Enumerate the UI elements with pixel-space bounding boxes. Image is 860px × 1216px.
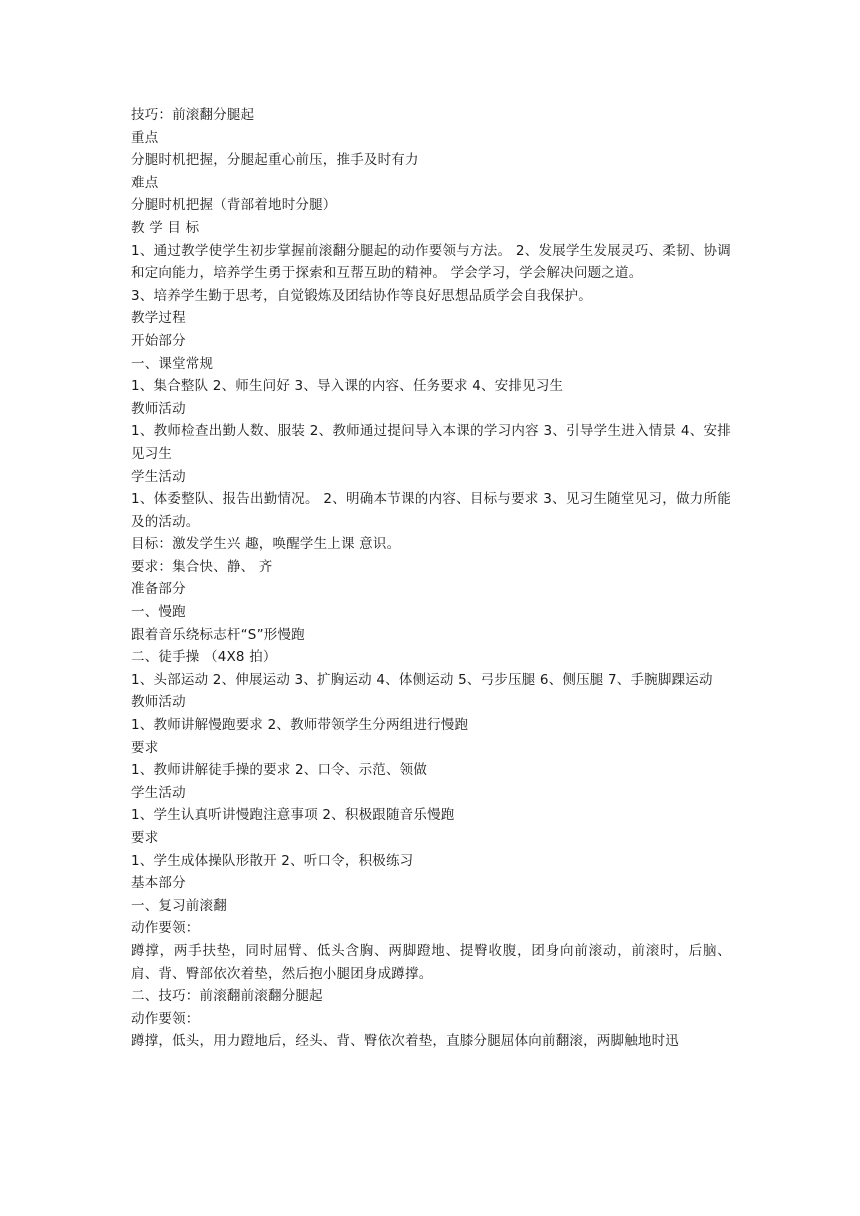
text-paragraph: 蹲撑，两手扶垫，同时屈臂、低头含胸、两脚蹬地、提臀收腹，团身向前滚动，前滚时，后脑、肩、背、臀部依次着垫，然后抱小腿团身成蹲撑。 — [131, 942, 731, 982]
text-line: 1、学生成体操队形散开 2、听口令，积极练习 — [131, 852, 414, 869]
text-line: 动作要领： — [131, 1010, 200, 1027]
text-line: 目标：激发学生兴 趣，唤醒学生上课 意识。 — [131, 536, 401, 553]
text-line: 教 学 目 标 — [131, 219, 200, 236]
text-line: 1、学生认真听讲慢跑注意事项 2、积极跟随音乐慢跑 — [131, 807, 455, 824]
text-line: 教学过程 — [131, 310, 186, 327]
document-body — [131, 104, 731, 1053]
text-paragraph: 1、教师检查出勤人数、服装 2、教师通过提问导入本课的学习内容 3、引导学生进入情景 4、安排见习生 — [131, 423, 731, 462]
text-line: 一、课堂常规 — [131, 355, 214, 372]
text-line: 技巧：前滚翻分腿起 — [131, 107, 255, 123]
text-line: 要求 — [131, 830, 159, 846]
text-line: 基本部分 — [131, 875, 186, 892]
text-line: 教师活动 — [131, 400, 186, 417]
text-line: 蹲撑，低头，用力蹬地后，经头、背、臀依次着垫，直膝分腿屈体向前翻滚，两脚触地时迅 — [131, 1033, 679, 1050]
text-paragraph: 1、头部运动 2、伸展运动 3、扩胸运动 4、体侧运动 5、弓步压腿 6、侧压腿 7、手腕脚踝运动 — [131, 671, 713, 688]
text-line: 一、慢跑 — [131, 604, 186, 621]
text-line: 1、教师讲解徒手操的要求 2、口令、示范、领做 — [131, 762, 428, 779]
text-line: 开始部分 — [131, 332, 186, 349]
text-line: 教师活动 — [131, 694, 186, 711]
text-line: 要求：集合快、静、 齐 — [131, 558, 273, 575]
text-paragraph: 1、通过教学使学生初步掌握前滚翻分腿起的动作要领与方法。 2、发展学生发展灵巧、柔韧、协调和定向能力，培养学生勇于探索和互帮互助的精神。 学会学习，学会解决问题之道。 — [131, 242, 731, 282]
text-line: 学生活动 — [131, 468, 186, 485]
text-line: 难点 — [131, 174, 159, 191]
text-line: 学生活动 — [131, 784, 186, 801]
text-line: 二、徒手操 （4X8 拍） — [131, 649, 277, 666]
text-paragraph: 1、体委整队、报告出勤情况。 2、明确本节课的内容、目标与要求 3、见习生随堂见习，做力所能及的活动。 — [131, 491, 731, 530]
text-line: 要求 — [131, 739, 159, 756]
text-line: 动作要领： — [131, 920, 200, 937]
text-line: 准备部分 — [131, 581, 186, 598]
text-line: 1、教师讲解慢跑要求 2、教师带领学生分两组进行慢跑 — [131, 717, 469, 734]
text-line: 1、集合整队 2、师生问好 3、导入课的内容、任务要求 4、安排见习生 — [131, 378, 564, 395]
text-line: 重点 — [131, 129, 159, 146]
text-line: 二、技巧：前滚翻前滚翻分腿起 — [131, 988, 323, 1005]
text-line: 3、培养学生勤于思考，自觉锻炼及团结协作等良好思想品质学会自我保护。 — [131, 287, 592, 304]
text-line: 分腿时机把握，分腿起重心前压，推手及时有力 — [131, 152, 419, 169]
text-line: 一、复习前滚翻 — [131, 897, 227, 914]
text-line: 跟着音乐绕标志杆“S”形慢跑 — [131, 626, 305, 643]
text-line: 分腿时机把握（背部着地时分腿） — [131, 197, 337, 214]
